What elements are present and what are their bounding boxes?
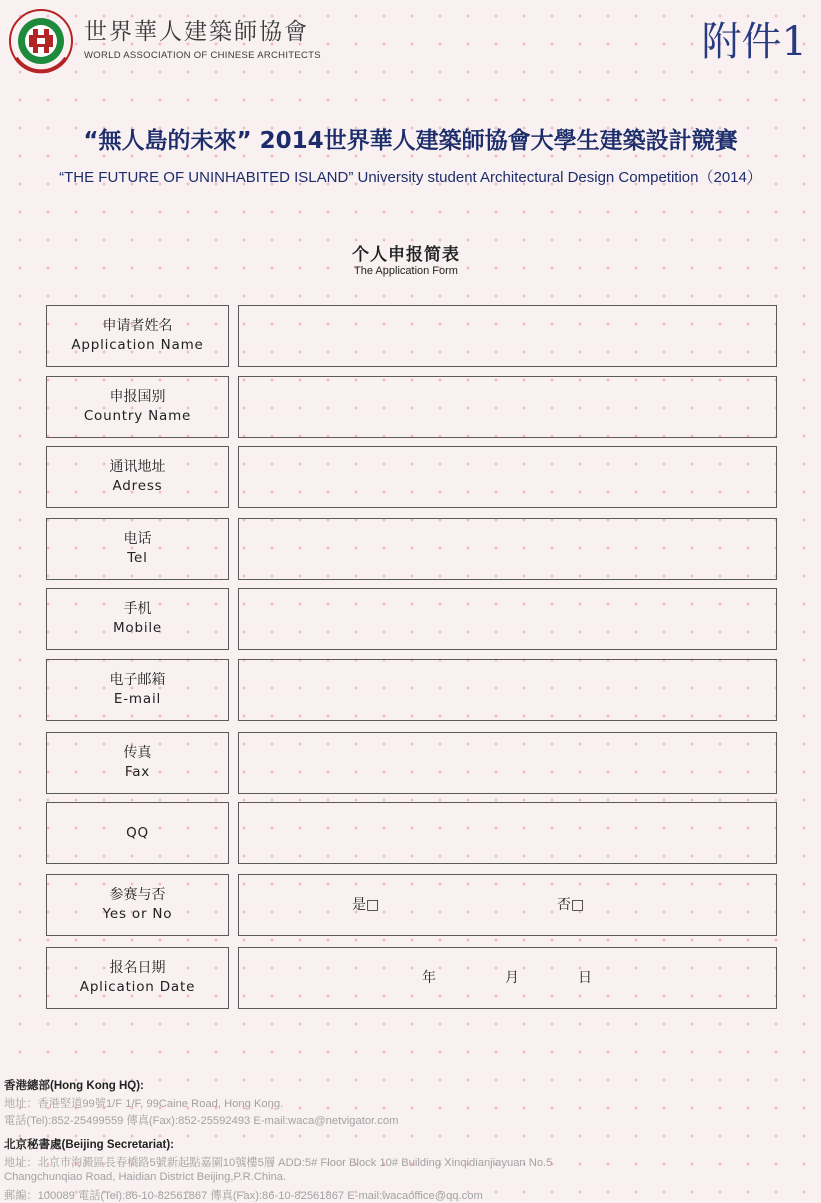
no-checkbox[interactable]: 否□ — [557, 897, 585, 913]
attachment-label: 附件1 — [701, 19, 807, 65]
form-row-address — [46, 446, 778, 508]
field-label — [46, 518, 229, 580]
label-en: QQ — [126, 824, 149, 841]
footer-bj-title: 北京秘書處(Beijing Secretariat): — [4, 1139, 174, 1151]
form-title-cn: 个人申报简表 — [352, 245, 460, 265]
label-cn: 报名日期 — [109, 960, 166, 976]
field-label — [46, 947, 229, 1009]
field-label — [46, 376, 229, 438]
field-label — [46, 732, 229, 794]
footer-bj-address: 地址：北京市海澱區長春橋路5號新起點嘉園10號樓5層 ADD:5# Floor Block 10# Building Xinqidianjiayuan No.5 — [4, 1157, 553, 1169]
form-row-mobile — [46, 588, 778, 650]
footer-hk-contact: 電話(Tel):852-25499559 傳真(Fax):852-25592493 E-mail:waca@netvigator.com — [4, 1115, 399, 1127]
label-en: Fax — [124, 764, 151, 780]
footer-bj-address2: Changchunqiao Road, Haidian District Beijing,P.R.China. — [4, 1171, 287, 1183]
yes-checkbox[interactable]: 是□ — [352, 897, 380, 913]
form-row-date — [46, 947, 778, 1009]
label-en: Tel — [127, 550, 148, 566]
form-title-en: The Application Form — [354, 265, 458, 277]
field-label — [46, 659, 229, 721]
label-en: Application Name — [71, 337, 204, 353]
label-en: Country Name — [83, 408, 192, 424]
label-cn: 申请者姓名 — [102, 318, 173, 334]
participation-field — [238, 874, 777, 936]
mobile-field[interactable] — [238, 588, 777, 650]
label-cn: 电话 — [123, 531, 152, 547]
form-row-email — [46, 659, 778, 721]
label-en: Aplication Date — [79, 979, 196, 995]
field-label — [46, 874, 229, 936]
applicant-name-field[interactable] — [238, 305, 777, 367]
fax-field[interactable] — [238, 732, 777, 794]
label-cn: 通讯地址 — [109, 459, 166, 475]
email-field[interactable] — [238, 659, 777, 721]
form-row-qq — [46, 802, 778, 864]
date-year-label: 年 — [422, 970, 436, 986]
country-field[interactable] — [238, 376, 777, 438]
form-row-fax — [46, 732, 778, 794]
org-name-cn: 世界華人建築師協會 — [84, 19, 309, 45]
label-en: E-mail — [113, 691, 162, 707]
label-en: Adress — [112, 478, 163, 494]
field-label — [46, 446, 229, 508]
date-day-label: 日 — [578, 970, 592, 986]
competition-title-cn: “無人島的未來” 2014世界華人建築師協會大學生建築設計競賽 — [83, 128, 738, 154]
label-cn: 参赛与否 — [109, 887, 166, 903]
label-en: Mobile — [112, 620, 163, 636]
form-row-participation — [46, 874, 778, 936]
field-label — [46, 802, 229, 864]
form-row-country — [46, 376, 778, 438]
label-cn: 手机 — [123, 601, 152, 617]
waca-logo — [8, 8, 74, 74]
label-cn: 电子邮箱 — [109, 672, 166, 688]
label-en: Yes or No — [102, 906, 173, 922]
footer-hk-title: 香港總部(Hong Kong HQ): — [4, 1080, 144, 1092]
org-name-en: WORLD ASSOCIATION OF CHINESE ARCHITECTS — [84, 50, 321, 61]
application-date-field[interactable] — [238, 947, 777, 1009]
field-label — [46, 588, 229, 650]
form-row-applicant-name — [46, 305, 778, 367]
date-month-label: 月 — [505, 970, 519, 986]
label-cn: 申报国别 — [109, 389, 166, 405]
form-row-tel — [46, 518, 778, 580]
qq-field[interactable] — [238, 802, 777, 864]
label-cn: 传真 — [123, 745, 152, 761]
address-field[interactable] — [238, 446, 777, 508]
footer-hk-address: 地址：香港堅道99號1/F 1/F, 99Caine Road, Hong Kong. — [4, 1098, 284, 1110]
tel-field[interactable] — [238, 518, 777, 580]
field-label — [46, 305, 229, 367]
competition-title-en: “THE FUTURE OF UNINHABITED ISLAND” University student Architectural Design Competition（2014） — [59, 169, 762, 186]
footer-bj-contact: 郵編：100089 電話(Tel):86-10-82561867 傳真(Fax):86-10-82561867 E-mail:wacaoffice@qq.com — [4, 1190, 483, 1202]
